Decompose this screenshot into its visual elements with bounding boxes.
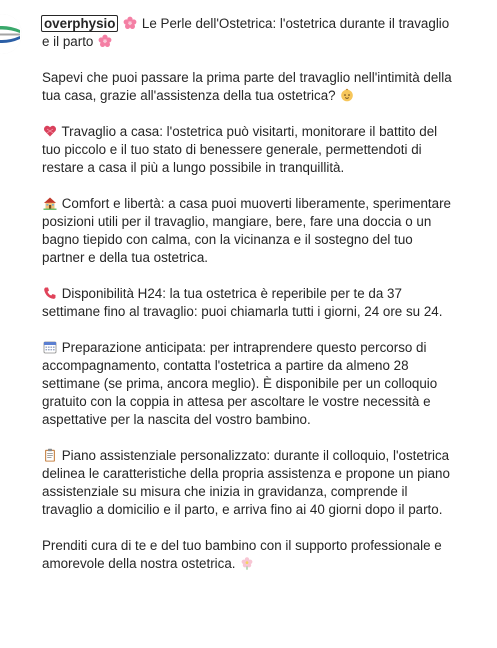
paragraph-closing: [42, 537, 456, 573]
paragraph-home: [42, 123, 456, 177]
heart-icon: [43, 124, 57, 138]
overphysio-logo: [0, 14, 22, 54]
paragraph-intro: [42, 69, 456, 105]
house-icon: [43, 196, 57, 210]
username-link[interactable]: overphysio: [41, 15, 118, 32]
caption-title-text: Le Perle dell'Ostetrica: l'ostetrica durante il travaglio e il parto: [42, 16, 450, 49]
cherry-blossom-icon: [98, 34, 112, 48]
paragraph-plan-text: Piano assistenziale personalizzato: durante il colloquio, l'ostetrica delinea le caratteristiche della propria assistenza e propone un piano assistenziale su misura che inizia in gravidanza, comprende il travaglio a domicilio e il parto, e arriva fino ai 40 giorni dopo il parto.: [42, 448, 450, 517]
paragraph-availability: [42, 285, 456, 321]
paragraph-preparation: [42, 339, 456, 429]
paragraph-comfort: [42, 195, 456, 267]
post-caption: [42, 15, 456, 591]
baby-icon: [340, 88, 354, 102]
calendar-icon: [43, 340, 57, 354]
cherry-blossom-icon: [123, 16, 137, 30]
paragraph-preparation-text: Preparazione anticipata: per intraprendere questo percorso di accompagnamento, contatta l'ostetrica a partire da almeno 28 settimane (se prima, ancora meglio). È disponibile per un colloquio gratuito con la coppia in attesa per ascoltare le vostre necessità e aspettative per la nascita del vostro bambino.: [42, 340, 438, 427]
clipboard-icon: [43, 448, 57, 462]
paragraph-closing-text: Prenditi cura di te e del tuo bambino con il supporto professionale e amorevole della nostra ostetrica.: [42, 538, 442, 571]
paragraph-availability-text: Disponibilità H24: la tua ostetrica è reperibile per te da 37 settimane fino al travaglio: puoi chiamarla tutti i giorni, 24 ore su 24.: [42, 286, 443, 319]
paragraph-comfort-text: Comfort e libertà: a casa puoi muoverti liberamente, sperimentare posizioni utili per il travaglio, mangiare, bere, fare una doccia o un bagno tiepido con calma, con la vicinanza e il sostegno del tuo partner e della tua ostetrica.: [42, 196, 451, 265]
paragraph-home-text: Travaglio a casa: l'ostetrica può visitarti, monitorare il battito del tuo piccolo e il tuo stato di benessere generale, permettendoti di restare a casa il più a lungo possibile in tranquillità.: [42, 124, 438, 175]
flower-icon: [240, 556, 254, 570]
paragraph-plan: [42, 447, 456, 519]
caption-title: [42, 15, 456, 51]
avatar[interactable]: [0, 14, 22, 54]
paragraph-intro-text: Sapevi che puoi passare la prima parte del travaglio nell'intimità della tua casa, grazie all'assistenza della tua ostetrica?: [42, 70, 452, 103]
telephone-icon: [43, 286, 57, 300]
